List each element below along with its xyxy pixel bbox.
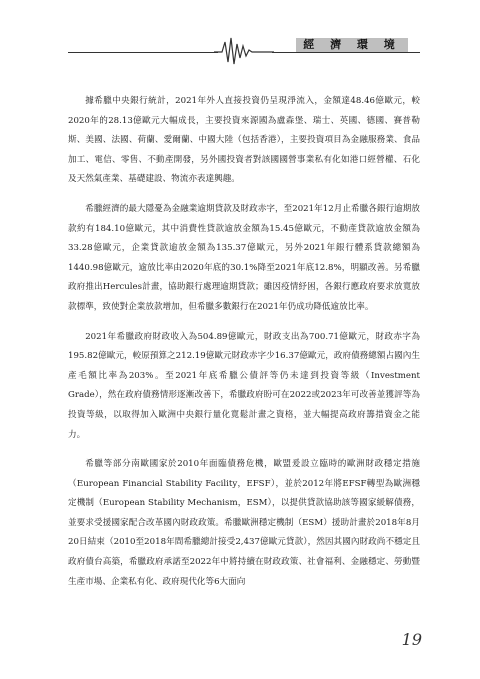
heartbeat-icon — [214, 36, 274, 66]
header-rule-left — [68, 52, 218, 53]
page-number: 19 — [401, 630, 422, 649]
paragraph: 希臘經濟的最大隱憂為金融業逾期貸款及財政赤字，至2021年12月止希臘各銀行逾期放款約有184.10億歐元，其中消費性貸款逾放金額為15.45億歐元，不動產貸款逾放金額為33.28億歐元，企業貸款逾放金額為135.37億歐元，另外2021年銀行體系貸款總額為1440.98億歐元，逾放比率由2020年底的30.1%降至2021年底12.8%，明顯改善。另希臘政府推出Hercules計畫，協助銀行處理逾期貸款；雖因疫情紓困，各銀行應政府要求放寬放款標準，致使對企業放款增加，但希臘多數銀行在2021年仍成功降低逾放比率。 — [68, 203, 420, 312]
paragraph: 據希臘中央銀行統計，2021年外人直接投資仍呈現淨流入，金額達48.46億歐元，較2020年的28.13億歐元大幅成長，主要投資來源國為盧森堡、瑞士、英國、德國、賽普勒斯、美國、法國、荷蘭、愛爾蘭、中國大陸（包括香港），主要投資項目為金融服務業、食品加工、電信、零售、不動產開發，另外國投資者對該國國營事業私有化如港口經營權、石化及天然氣產業、基礎建設、物流亦表達興趣。 — [68, 96, 420, 185]
section-title: 經 濟 環 境 — [303, 38, 401, 51]
body-text — [68, 92, 420, 602]
paragraph: 希臘等部分南歐國家於2010年面臨債務危機，歐盟爰設立臨時的歐洲財政穩定措施（European Financial Stability Facility，EFSF），並於2012年將EFSF轉型為歐洲穩定機制（European Stability Mechanism，ESM），以提供貸款協助該等國家緩解債務，並要求受援國家配合改革國內財政政策。希臘歐洲穩定機制（ESM）援助計畫於2018年8月20日結束（2010至2018年間希臘總計接受2,437億歐元貸款），然因其國內財政尚不穩定且政府債台高築，希臘政府承諾至2022年中將持續在財政政策、社會福利、金融穩定、勞動暨生產市場、企業私有化、政府現代化等6大面向 — [68, 459, 420, 587]
page-header — [0, 0, 480, 70]
paragraph: 2021年希臘政府財政收入為504.89億歐元，財政支出為700.71億歐元，財政赤字為195.82億歐元，較原預算之212.19億歐元財政赤字少16.37億歐元，政府債務總額占國內生產毛額比率為203%。至2021年底希臘公債評等仍未達到投資等級（Investment Grade），然在政府債務情形逐漸改善下，希臘政府盼可在2022或2023年可改善並獲評等為投資等級，以取得加入歐洲中央銀行量化寬鬆計畫之資格，並大幅提高政府籌措資金之能力。 — [68, 331, 420, 440]
